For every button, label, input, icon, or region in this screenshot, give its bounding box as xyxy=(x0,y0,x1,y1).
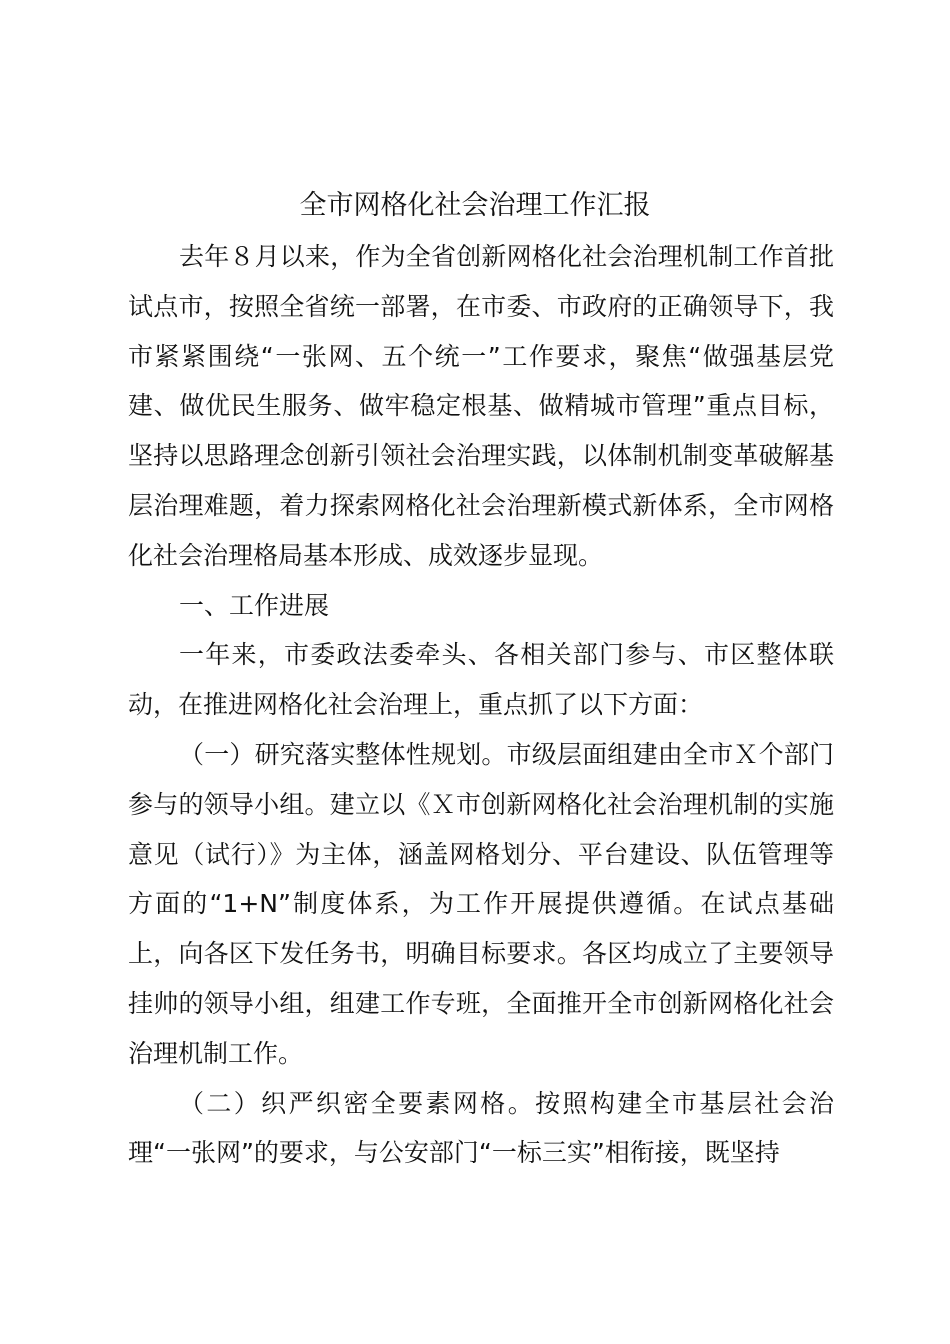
document-title: 全市网格化社会治理工作汇报 xyxy=(299,190,651,221)
paragraph-intro: 去年８月以来，作为全省创新网格化社会治理机制工作首批试点市，按照全省统一部署，在市委、市政府的正确领导下，我市紧紧围绕“一张网、五个统一”工作要求，聚焦“做强基层党建、做优民生服务、做牢稳定根基、做精城市管理”重点目标，坚持以思路理念创新引领社会治理实践，以体制机制变革破解基层治理难题，着力探索网格化社会治理新模式新体系，全市网格化社会治理格局基本形成、成效逐步显现。 xyxy=(128,242,834,570)
paragraph-item-2: （二）织严织密全要素网格。按照构建全市基层社会治理“一张网”的要求，与公安部门“一标三实”相衔接，既坚持 xyxy=(128,1088,834,1168)
paragraph-item-1: （一）研究落实整体性规划。市级层面组建由全市Ｘ个部门参与的领导小组。建立以《Ｘ市创新网格化社会治理机制的实施意见（试行）》为主体，涵盖网格划分、平台建设、队伍管理等方面的“1+N”制度体系，为工作开展提供遵循。在试点基础上，向各区下发任务书，明确目标要求。各区均成立了主要领导挂帅的领导小组，组建工作专班，全面推开全市创新网格化社会治理机制工作。 xyxy=(128,739,834,1068)
document-body xyxy=(128,232,834,1178)
section-heading-progress: 一、工作进展 xyxy=(179,590,330,620)
paragraph-overview: 一年来，市委政法委牵头、各相关部门参与、市区整体联动，在推进网格化社会治理上，重点抓了以下方面： xyxy=(128,640,834,720)
